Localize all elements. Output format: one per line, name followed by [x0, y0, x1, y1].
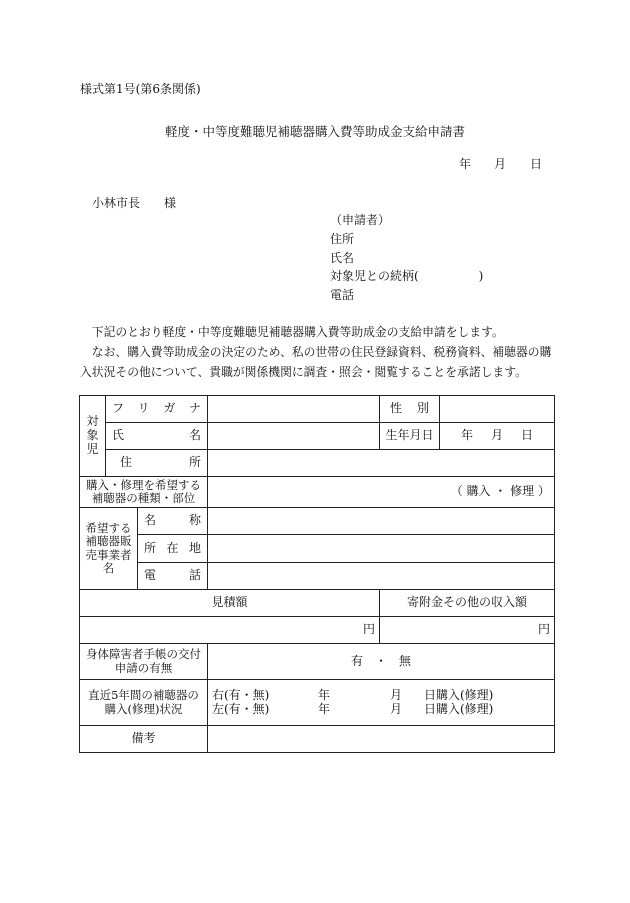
disability-certificate-label: 身体障害者手帳の交付申請の有無	[80, 644, 208, 680]
furigana-field[interactable]	[208, 396, 380, 423]
child-address-field[interactable]	[208, 450, 555, 477]
applicant-name-label: 氏名	[330, 251, 355, 265]
donation-amount-field[interactable]: 円	[380, 617, 555, 644]
remarks-label: 備考	[80, 726, 208, 753]
estimate-amount-field[interactable]: 円	[80, 617, 380, 644]
history-row-left: 左(有・無) 年 月 日購入(修理)	[212, 701, 494, 716]
applicant-address-label: 住所	[330, 232, 355, 246]
vendor-phone-field[interactable]	[208, 563, 555, 590]
body-text	[80, 322, 556, 382]
form-number: 様式第1号(第6条関係)	[80, 82, 201, 96]
applicant-relation-label: 対象児との続柄( )	[330, 269, 484, 283]
donation-label: 寄附金その他の収入額	[380, 590, 555, 617]
purchase-history-label: 直近5年間の補聴器の購入(修理)状況	[80, 680, 208, 726]
furigana-label: フ リ ガ ナ	[106, 396, 208, 423]
device-type-label: 購入・修理を希望する補聴器の種類・部位	[80, 477, 208, 508]
applicant-heading: （申請者）	[330, 213, 391, 227]
application-form-table	[79, 395, 555, 753]
vendor-location-label: 所 在 地	[138, 535, 208, 563]
disability-yes-no[interactable]: 有 ・ 無	[208, 644, 555, 680]
vendor-name-field[interactable]	[208, 508, 555, 535]
remarks-field[interactable]	[208, 726, 555, 753]
date-month-label: 月	[494, 157, 507, 171]
gender-field[interactable]	[440, 396, 555, 423]
vendor-group-label: 希望する補聴器販売事業者名	[80, 508, 138, 590]
date-day-label: 日	[530, 157, 543, 171]
birthdate-field[interactable]: 年 月 日	[440, 423, 555, 450]
history-row-right: 右(有・無) 年 月 日購入(修理)	[212, 687, 494, 702]
vendor-phone-label: 電 話	[138, 563, 208, 590]
birthdate-label: 生年月日	[380, 423, 440, 450]
paragraph-application: 下記のとおり軽度・中等度難聴児補聴器購入費等助成金の支給申請をします。	[91, 325, 504, 339]
child-group-label: 対 象 児	[80, 396, 106, 477]
purchase-history-field[interactable]	[208, 680, 555, 726]
child-name-label: 氏 名	[106, 423, 208, 450]
estimate-label: 見積額	[80, 590, 380, 617]
gender-label: 性 別	[380, 396, 440, 423]
date-year-label: 年	[459, 157, 472, 171]
applicant-phone-label: 電話	[330, 288, 355, 302]
form-title: 軽度・中等度難聴児補聴器購入費等助成金支給申請書	[164, 124, 465, 139]
paragraph-consent: なお、購入費等助成金の決定のため、私の世帯の住民登録資料、税務資料、補聴器の購入状況その他について、貴職が関係機関に調査・照会・閲覧することを承諾します。	[80, 345, 552, 379]
vendor-location-field[interactable]	[208, 535, 555, 563]
vendor-name-label: 名 称	[138, 508, 208, 535]
child-name-field[interactable]	[208, 423, 380, 450]
purchase-repair-choice[interactable]: （ 購入 ・ 修理 ）	[208, 477, 555, 508]
addressee: 小林市長 様	[92, 196, 177, 210]
child-address-label: 住 所	[106, 450, 208, 477]
